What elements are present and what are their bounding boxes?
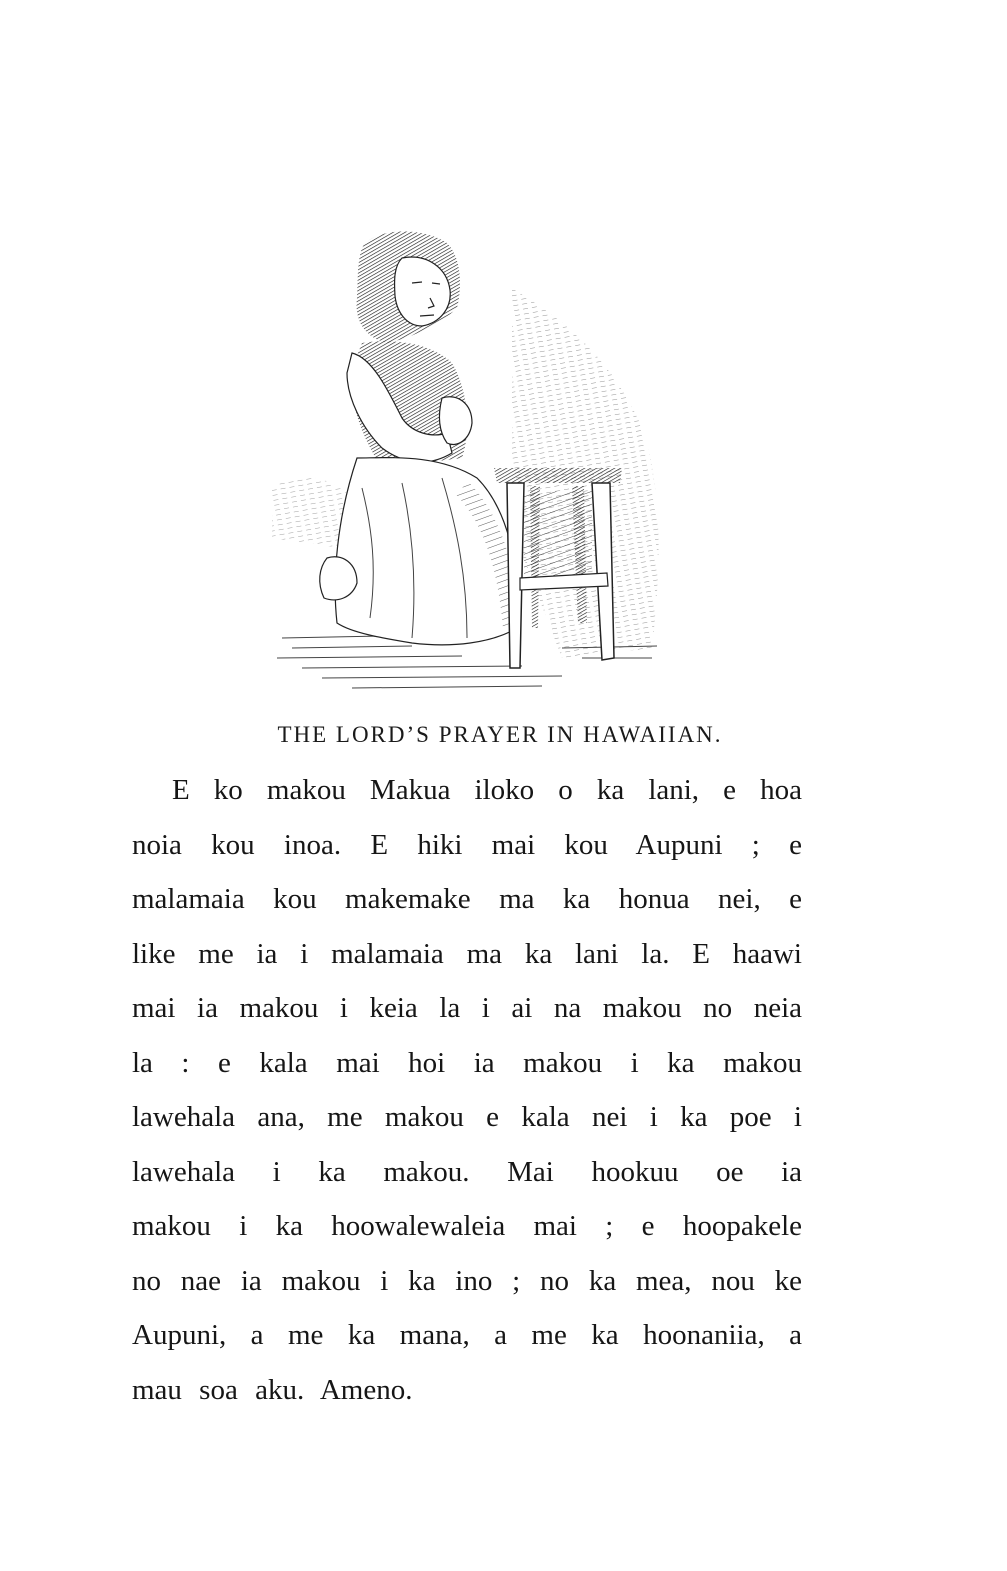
prayer-line: noia kou inoa. E hiki mai kou Aupuni ; e — [132, 828, 802, 861]
prayer-line: lawehala i ka makou. Mai hookuu oe ia — [132, 1155, 802, 1188]
prayer-line: E ko makou Makua iloko o ka lani, e hoa — [172, 774, 802, 806]
prayer-line: Aupuni, a me ka mana, a me ka hoonaniia, a — [132, 1319, 802, 1351]
prayer-line: no nae ia makou i ka ino ; no ka mea, nou ke — [132, 1264, 802, 1297]
praying-child-engraving — [262, 228, 682, 708]
illustration-caption: THE LORD’S PRAYER IN HAWAIIAN. — [277, 722, 723, 747]
prayer-line: malamaia kou makemake ma ka honua nei, e — [132, 883, 802, 915]
prayer-line: lawehala ana, me makou e kala nei i ka poe i — [132, 1101, 802, 1133]
prayer-line: like me ia i malamaia ma ka lani la. E haawi — [132, 937, 802, 970]
prayer-line: makou i ka hoowalewaleia mai ; e hoopakele — [132, 1210, 802, 1242]
prayer-line: la : e kala mai hoi ia makou i ka makou — [132, 1046, 802, 1079]
prayer-line: mai ia makou i keia la i ai na makou no neia — [132, 992, 802, 1024]
prayer-text — [132, 763, 802, 1417]
engraving-illustration — [262, 228, 682, 708]
prayer-line: mau soa aku. Ameno. — [132, 1373, 413, 1406]
